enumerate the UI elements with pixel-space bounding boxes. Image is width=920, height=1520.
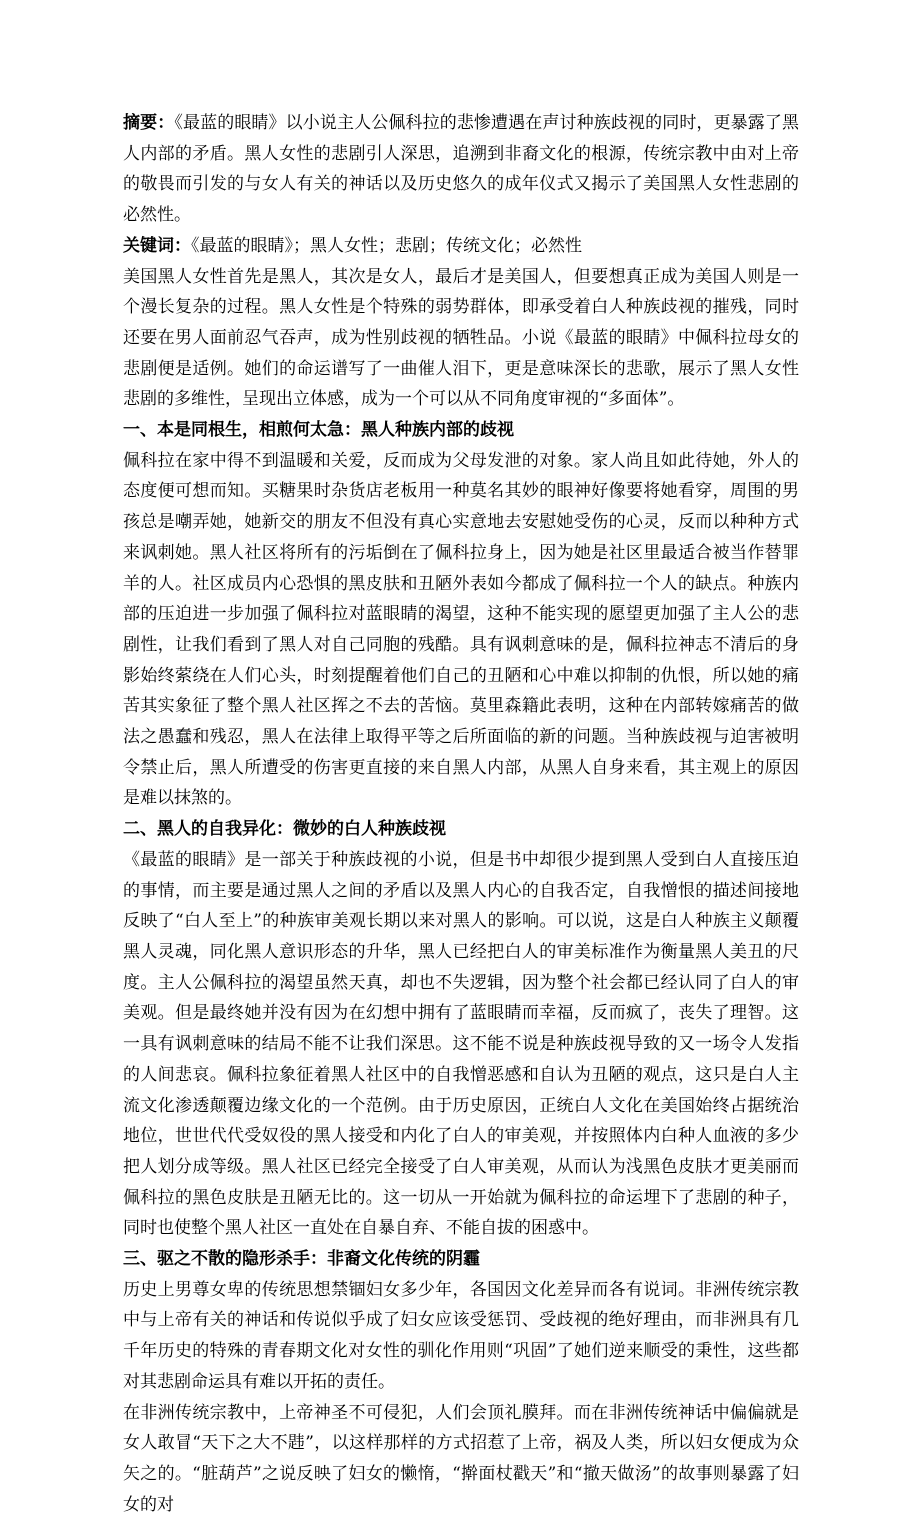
section-3-paragraph-2: 在非洲传统宗教中，上帝神圣不可侵犯，人们会顶礼膜拜。而在非洲传统神话中偏偏就是女人敢冒“天下之大不韪”，以这样那样的方式招惹了上帝，祸及人类，所以妇女便成为众矢之的。“脏葫芦”之说反映了妇女的懒惰，“擀面杖戳天”和“撤天做汤”的故事则暴露了妇女的对	[123, 1402, 799, 1515]
abstract-text: 《最蓝的眼睛》以小说主人公佩科拉的悲惨遭遇在声讨种族歧视的同时，更暴露了黑人内部的矛盾。黑人女性的悲剧引人深思，追溯到非裔文化的根源，传统宗教中由对上帝的敬畏而引发的与女人有关的神话以及历史悠久的成年仪式又揭示了美国黑人女性悲剧的必然性。	[123, 113, 800, 226]
section-3-paragraph-1: 历史上男尊女卑的传统思想禁锢妇女多少年，各国因文化差异而各有说词。非洲传统宗教中与上帝有关的神话和传说似乎成了妇女应该受惩罚、受歧视的绝好理由，而非洲具有几千年历史的特殊的青春期文化对女性的驯化作用则“巩固”了她们逆来顺受的秉性，这些都对其悲剧命运具有难以开拓的责任。	[123, 1279, 799, 1392]
keywords-paragraph	[123, 231, 799, 262]
section-1-paragraph: 佩科拉在家中得不到温暖和关爱，反而成为父母发泄的对象。家人尚且如此待她，外人的态度便可想而知。买糖果时杂货店老板用一种莫名其妙的眼神好像要将她看穿，周围的男孩总是嘲弄她，她新交的朋友不但没有真心实意地去安慰她受伤的心灵，反而以种种方式来讽刺她。黑人社区将所有的污垢倒在了佩科拉身上，因为她是社区里最适合被当作替罪羊的人。社区成员内心恐惧的黑皮肤和丑陋外表如今都成了佩科拉一个人的缺点。种族内部的压迫进一步加强了佩科拉对蓝眼睛的渴望，这种不能实现的愿望更加强了主人公的悲剧性，让我们看到了黑人对自己同胞的残酷。具有讽刺意味的是，佩科拉神志不清后的身影始终萦绕在人们心头，时刻提醒着他们自己的丑陋和心中难以抑制的仇恨，所以她的痛苦其实象征了整个黑人社区挥之不去的苦恼。莫里森籍此表明，这种在内部转嫁痛苦的做法之愚蠢和残忍，黑人在法律上取得平等之后所面临的新的问题。当种族歧视与迫害被明令禁止后，黑人所遭受的伤害更直接的来自黑人内部，从黑人自身来看，其主观上的原因是难以抹煞的。	[123, 450, 799, 809]
keywords-text: 《最蓝的眼睛》；黑人女性；悲剧；传统文化；必然性	[191, 235, 582, 256]
section-2-heading: 二、黑人的自我异化：微妙的白人种族歧视	[123, 819, 446, 840]
section-2-paragraph: 《最蓝的眼睛》是一部关于种族歧视的小说，但是书中却很少提到黑人受到白人直接压迫的事情，而主要是通过黑人之间的矛盾以及黑人内心的自我否定，自我憎恨的描述间接地反映了“白人至上”的种族审美观长期以来对黑人的影响。可以说，这是白人种族主义颠覆黑人灵魂，同化黑人意识形态的升华，黑人已经把白人的审美标准作为衡量黑人美丑的尺度。主人公佩科拉的渴望虽然天真，却也不失逻辑，因为整个社会都已经认同了白人的审美观。但是最终她并没有因为在幻想中拥有了蓝眼睛而幸福，反而疯了，丧失了理智。这一具有讽刺意味的结局不能不让我们深思。这不能不说是种族歧视导致的又一场令人发指的人间悲哀。佩科拉象征着黑人社区中的自我憎恶感和自认为丑陋的观点，这只是白人主流文化渗透颠覆边缘文化的一个范例。由于历史原因，正统白人文化在美国始终占据统治地位，世世代代受奴役的黑人接受和内化了白人的审美观，并按照体内白种人血液的多少把人划分成等级。黑人社区已经完全接受了白人审美观，从而认为浅黑色皮肤才更美丽而佩科拉的黑色皮肤是丑陋无比的。这一切从一开始就为佩科拉的命运埋下了悲剧的种子，同时也使整个黑人社区一直处在自暴自弃、不能自拔的困惑中。	[123, 849, 799, 1239]
keywords-label: 关键词：	[123, 235, 191, 256]
document-page	[123, 108, 799, 1520]
section-1-heading: 一、本是同根生，相煎何太急：黑人种族内部的歧视	[123, 420, 514, 441]
section-3-heading: 三、驱之不散的隐形杀手：非裔文化传统的阴霾	[123, 1249, 480, 1270]
intro-paragraph: 美国黑人女性首先是黑人，其次是女人，最后才是美国人，但要想真正成为美国人则是一个漫长复杂的过程。黑人女性是个特殊的弱势群体，即承受着白人种族歧视的摧残，同时还要在男人面前忍气吞声，成为性别歧视的牺牲品。小说《最蓝的眼睛》中佩科拉母女的悲剧便是适例。她们的命运谱写了一曲催人泪下，更是意味深长的悲歌，展示了黑人女性悲剧的多维性，呈现出立体感，成为一个可以从不同角度审视的“多面体”。	[123, 266, 799, 410]
abstract-paragraph	[123, 108, 799, 231]
abstract-label: 摘要：	[123, 113, 175, 133]
